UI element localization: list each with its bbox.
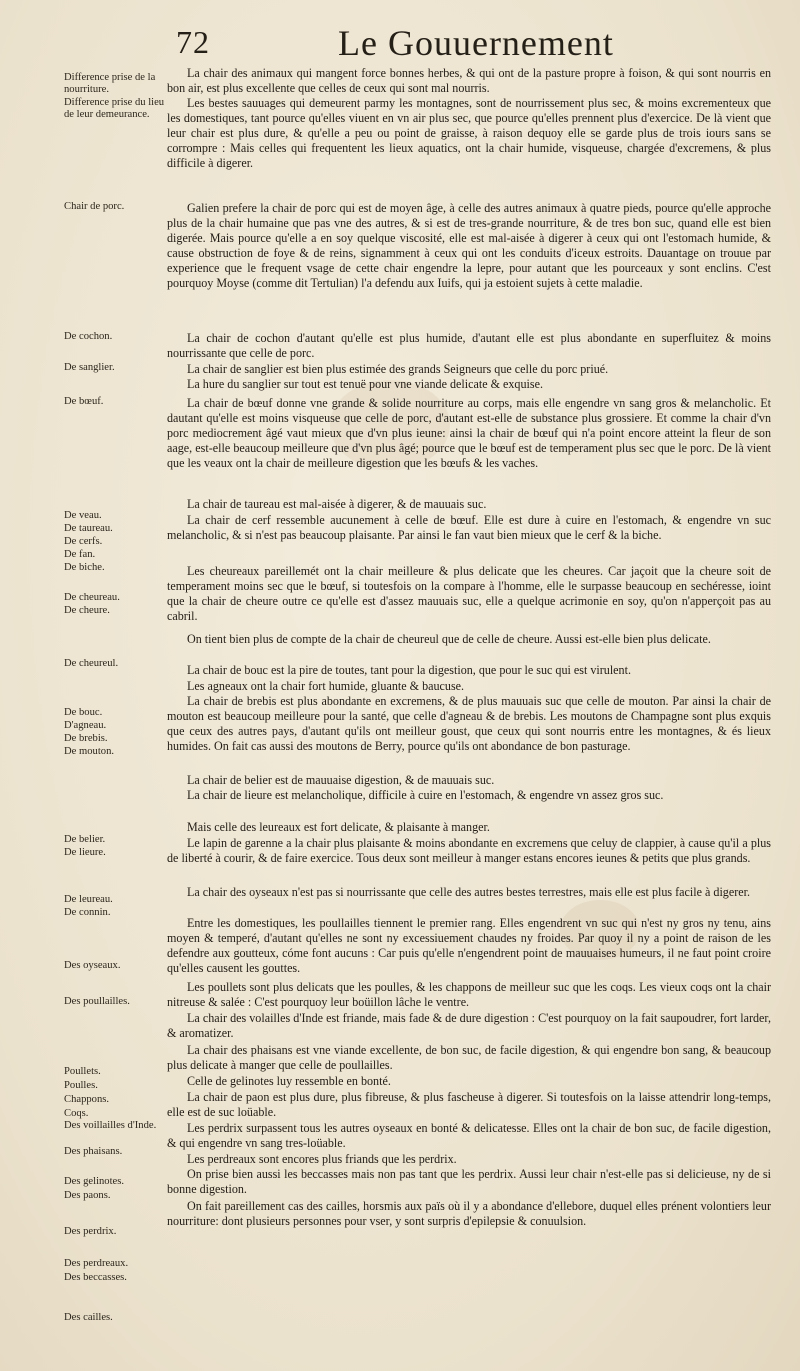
margin-notes-column [64,66,168,1356]
margin-note: De lieure. [64,847,106,858]
body-paragraph: La chair de cerf ressemble aucunement à celle de bœuf. Elle est dure à cuire en l'estomach, & engendre vn suc melancholic, & si n'est pas beaucoup plaisante. Par ainsi le fan vaut bien mieux que le cerf & la biche. [167,513,771,543]
body-paragraph: Les agneaux ont la chair fort humide, gluante & baucuse. [187,679,465,693]
margin-note: De cerfs. [64,536,103,547]
margin-note: De taureau. [64,523,113,534]
body-paragraph: La chair des animaux qui mangent force bonnes herbes, & qui ont de la pasture propre à foison, & qui sont nourris en bon air, est plus excellente que celles de ceux qui sont mal nourris. [167,66,771,96]
margin-note: De sanglier. [64,362,115,373]
body-paragraph: La chair des phaisans est vne viande excellente, de bon suc, de facile digestion, & qui engendre bon sang, & beaucoup plus delicate à manger que celle de poullailles. [167,1043,771,1073]
body-paragraph: Le lapin de garenne a la chair plus plaisante & moins abondante en excremens que celuy de clappier, à cause qu'il a plus de liberté à courir, & de faire exercice. Tous deux sont meilleur à manger estans encores ieunes & petits que plus grands. [167,836,771,866]
margin-note: De fan. [64,549,96,560]
margin-note: Coqs. [64,1108,89,1119]
body-paragraph: Les bestes sauuages qui demeurent parmy les montagnes, sont de nourrissement plus sec, & moins excrementeux que les domestiques, tant pource qu'elles viuent en vn air plus sec, que pource qu'elles prennent plus d'exercice. De là vient que leur chair est plus dure, & qu'elle a peu ou point de graisse, à raison dequoy elle se garde plus de trois iours sans se corrompre : Mais celles qui frequentent les lieux aquatics, ont la chair humide, visqueuse, chargée d'excremens, & plus difficile à digerer. [167,96,771,171]
margin-note: De bœuf. [64,396,104,407]
margin-note: Des poullailles. [64,996,130,1007]
margin-note: Des paons. [64,1190,111,1201]
margin-note: De bouc. [64,707,103,718]
body-paragraph: La chair de cochon d'autant qu'elle est plus humide, d'autant elle est plus abondante en superfluitez & moins nourrissante que celle de porc. [167,331,771,361]
margin-note: D'agneau. [64,720,107,731]
margin-note: Poulles. [64,1080,98,1091]
margin-note: De cheureau. [64,592,120,603]
body-paragraph: La hure du sanglier sur tout est tenuë pour vne viande delicate & exquise. [187,377,543,391]
running-title: Le Gouuernement [338,23,614,63]
margin-note: Chair de porc. [64,201,125,212]
body-paragraph: La chair de bouc est la pire de toutes, tant pour la digestion, que pour le suc qui est virulent. [187,663,631,677]
body-paragraph: On fait pareillement cas des cailles, horsmis aux païs où il y a abondance d'ellebore, duquel elles prénent volontiers leur nourriture: dont plusieurs personnes pour vser, y sont surpris d'epilepsie & conuulsion. [167,1199,771,1229]
margin-note: De connin. [64,907,111,918]
margin-note: Des perdreaux. [64,1258,129,1269]
margin-note: De cheureul. [64,658,119,669]
margin-note: De biche. [64,562,105,573]
body-paragraph: Mais celle des leureaux est fort delicate, & plaisante à manger. [187,820,490,834]
margin-note: Difference prise du lieu de leur demeurance. [64,97,165,121]
margin-note: De cochon. [64,331,113,342]
body-paragraph: La chair des volailles d'Inde est friande, mais fade & de dure digestion : C'est pourquoy on la fait saupoudrer, fort larder, & aromatizer. [167,1011,771,1041]
body-paragraph: Celle de gelinotes luy ressemble en bonté. [187,1074,391,1088]
page-header [0,22,800,66]
margin-note: Des gelinotes. [64,1176,125,1187]
body-paragraph: La chair de bœuf donne vne grande & solide nourriture au corps, mais elle engendre vn sang gros & melancholic. Et dautant qu'elle est moins visqueuse que celle de porc, d'autant est-elle de substance plus grossiere. Et comme la chair d'vn porc mediocrement âgé vaut mieux que d'vn plus ieune: ainsi la chair de bœuf qui n'a point encore atteint la fleur de son aage, est-elle beaucoup meilleure que d'vn plus âgé; pource que le bœuf est de temperament plus sec que le porc. De là vient que les veaux ont la chair de meilleure digestion que les bœufs & les vaches. [167,396,771,471]
margin-note: Chappons. [64,1094,110,1105]
body-paragraph: La chair de sanglier est bien plus estimée des grands Seigneurs que celle du porc priué. [187,362,609,376]
margin-note: Poullets. [64,1066,101,1077]
margin-note: Des phaisans. [64,1146,123,1157]
margin-note: Difference prise de la nourriture. [64,72,156,96]
margin-note: Des voillailles d'Inde. [64,1120,157,1131]
body-paragraph: La chair de taureau est mal-aisée à digerer, & de mauuais suc. [187,497,487,511]
body-paragraph: On tient bien plus de compte de la chair de cheureul que de celle de cheure. Aussi est-elle bien plus delicate. [187,632,711,646]
body-paragraph: Les cheureaux pareillemét ont la chair meilleure & plus delicate que les cheures. Car jaçoit que la cheure soit de temperament moins sec que le bœuf, si toutesfois on la compare à l'homme, elle le surpasse beaucoup en sechéresse, ioint que la chair de cheure outre ce qu'elle est d'assez mauuais suc, elle a quelque acrimonie en soy, qu'on n'apperçoit pas au cabril. [167,564,771,624]
body-paragraph: On prise bien aussi les beccasses mais non pas tant que les perdrix. Aussi leur chair n'est-elle pas si delicieuse, ny de si bonne digestion. [167,1167,771,1197]
margin-note: De cheure. [64,605,110,616]
body-paragraph: Entre les domestiques, les poullailles tiennent le premier rang. Elles engendrent vn suc qui n'est ny gros ny tenu, ains moyen & temperé, d'autant qu'elles ne sont ny excessiuement chaudes ny froides. Par quoy il ny a point de raison de les defendre aux goutteux, cóme font aucuns : Car puis qu'elle n'engendrent point de mauuaises humeurs, il ne faut point croire qu'elles causent les gouttes. [167,916,771,976]
body-paragraph: La chair des oyseaux n'est pas si nourrissante que celle des autres bestes terrestres, mais elle est plus facile à digerer. [187,885,750,899]
body-paragraph: Galien prefere la chair de porc qui est de moyen âge, à celle des autres animaux à quatre pieds, pource qu'elle approche plus de la chair humaine que pas vne des autres, & si est de tres-grande nourriture, & de tres bon suc, quand elle est bien digerée. Mais pource qu'elle a en soy quelque viscosité, elle est mal-aisée à digerer à ceux qui ont l'estomach humide, & cause obstruction de foye & de reins, signamment à ceux qui ont les conduits d'iceux estroits. Dauantage on trouue par experience que le frequent vsage de cette chair engendre la lepre, pour autant que les pourceaux y sont enclins. C'est pourquoy Moyse (comme dit Tertulian) l'a defendu aux Iuifs, qui ja estoient sujets à cette maladie. [167,201,771,291]
margin-note: De leureau. [64,894,113,905]
margin-note: Des cailles. [64,1312,113,1323]
body-paragraph: La chair de lieure est melancholique, difficile à cuire en l'estomach, & engendre vn assez gros suc. [187,788,664,802]
margin-note: Des oyseaux. [64,960,121,971]
margin-note: Des perdrix. [64,1226,117,1237]
body-paragraph: Les perdrix surpassent tous les autres oyseaux en bonté & delicatesse. Elles ont la chair de bon suc, de facile digestion, & qui engendre vn sang tres-loüable. [167,1121,771,1151]
page-number: 72 [176,24,210,60]
margin-note: De veau. [64,510,102,521]
body-paragraph: Les perdreaux sont encores plus friands que les perdrix. [187,1152,457,1166]
text-body [167,66,771,1356]
body-paragraph: Les poullets sont plus delicats que les poulles, & les chappons de meilleur suc que les coqs. Les vieux coqs ont la chair nitreuse & salée : C'est pourquoy leur boüillon lâche le ventre. [167,980,771,1010]
margin-note: De mouton. [64,746,115,757]
margin-note: Des beccasses. [64,1272,127,1283]
margin-note: De brebis. [64,733,108,744]
margin-note: De belier. [64,834,106,845]
body-paragraph: La chair de paon est plus dure, plus fibreuse, & plus fascheuse à digerer. Si toutesfois on la laisse attendrir long-temps, elle est de suc loüable. [167,1090,771,1120]
body-paragraph: La chair de belier est de mauuaise digestion, & de mauuais suc. [187,773,495,787]
body-paragraph: La chair de brebis est plus abondante en excremens, & de plus mauuais suc que celle de mouton. Par ainsi la chair de mouton est beaucoup meilleure pour la santé, que celle d'agneau & de brebis. Les moutons de Champagne sont plus exquis que ceux des autres pays, d'autant qu'ils ont meilleur goust, que ceux qui sont nourris entre les montagnes, & és lieux humides. On fait cas aussi des moutons de Berry, pource qu'ils ont abondance de bon pasturage. [167,694,771,754]
